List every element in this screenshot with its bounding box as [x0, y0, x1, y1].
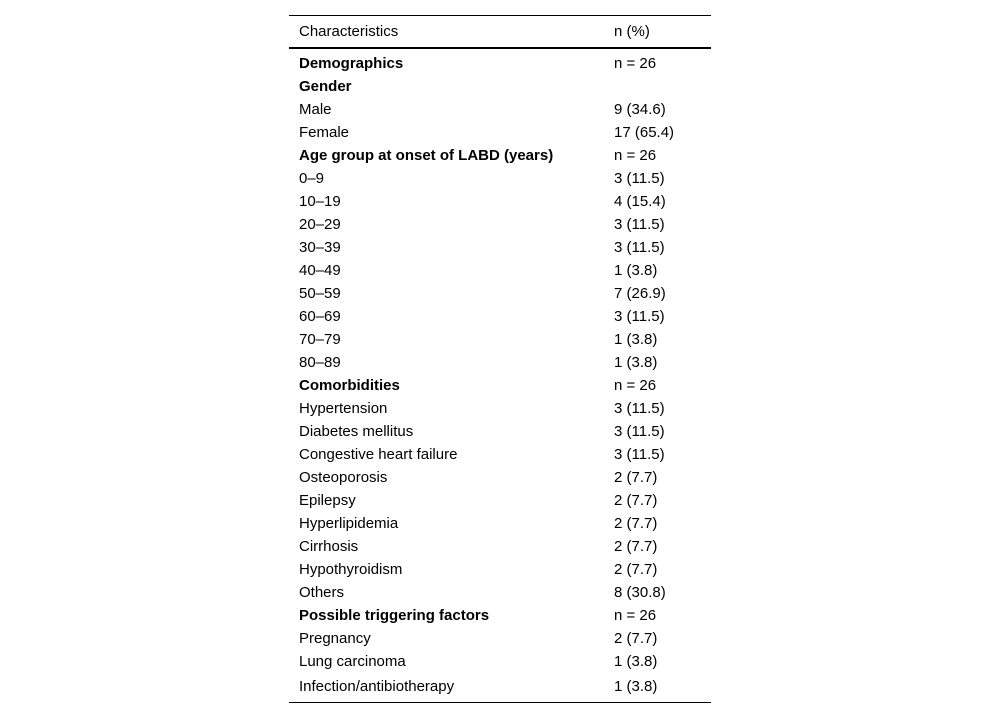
row-label: Hypothyroidism: [299, 561, 403, 578]
table-row: [289, 397, 711, 420]
section-heading: Demographics: [299, 55, 404, 72]
row-label: 70–79: [299, 331, 341, 348]
table-row: [289, 98, 711, 121]
row-value: n = 26: [614, 377, 657, 394]
table-row: [289, 190, 711, 213]
row-label: Osteoporosis: [299, 469, 388, 486]
row-label: Hyperlipidemia: [299, 515, 399, 532]
section-row: [289, 48, 711, 75]
section-row: [289, 75, 711, 98]
table-row: [289, 673, 711, 703]
row-label: 10–19: [299, 193, 341, 210]
row-label: Others: [299, 584, 345, 601]
row-value: n = 26: [614, 55, 657, 72]
section-heading: Comorbidities: [299, 377, 400, 394]
table-row: [289, 213, 711, 236]
row-label: Infection/antibiotherapy: [299, 677, 455, 695]
row-value: 1 (3.8): [614, 262, 658, 279]
table-row: [289, 489, 711, 512]
row-value: 1 (3.8): [614, 331, 658, 348]
characteristics-table: [289, 15, 711, 703]
row-label: Congestive heart failure: [299, 446, 458, 463]
row-value: 3 (11.5): [614, 446, 665, 463]
row-value: n = 26: [614, 147, 657, 164]
section-row: [289, 374, 711, 397]
row-label: 40–49: [299, 262, 341, 279]
table-row: [289, 627, 711, 650]
row-label: Female: [299, 124, 350, 141]
row-label: 80–89: [299, 354, 341, 371]
row-value: 4 (15.4): [614, 193, 666, 210]
row-label: Lung carcinoma: [299, 653, 406, 670]
row-value: 3 (11.5): [614, 423, 665, 440]
row-value: 2 (7.7): [614, 515, 658, 532]
row-label: Cirrhosis: [299, 538, 359, 555]
header-row: [289, 16, 711, 49]
table-row: [289, 121, 711, 144]
row-value: 3 (11.5): [614, 308, 665, 325]
row-value: 2 (7.7): [614, 469, 658, 486]
row-value: 17 (65.4): [614, 124, 675, 141]
row-value: 3 (11.5): [614, 170, 665, 187]
row-label: Male: [299, 101, 332, 118]
table-row: [289, 328, 711, 351]
table-row: [289, 420, 711, 443]
row-value: 2 (7.7): [614, 492, 658, 509]
row-value: 8 (30.8): [614, 584, 666, 601]
row-label: Hypertension: [299, 400, 388, 417]
section-heading: Age group at onset of LABD (years): [299, 147, 554, 164]
row-value: 2 (7.7): [614, 561, 658, 578]
table-row: [289, 259, 711, 282]
table-row: [289, 535, 711, 558]
characteristics-table-container: [289, 15, 711, 703]
section-row: [289, 604, 711, 627]
row-value: [604, 75, 711, 98]
row-label: 50–59: [299, 285, 341, 302]
row-value: 1 (3.8): [614, 653, 658, 670]
section-heading: Gender: [299, 78, 352, 95]
table-body: [289, 48, 711, 703]
row-value: 2 (7.7): [614, 538, 658, 555]
section-heading: Possible triggering factors: [299, 607, 490, 624]
table-row: [289, 443, 711, 466]
section-row: [289, 144, 711, 167]
row-value: 3 (11.5): [614, 216, 665, 233]
table-row: [289, 167, 711, 190]
row-value: 3 (11.5): [614, 239, 665, 256]
row-label: Pregnancy: [299, 630, 371, 647]
row-label: 30–39: [299, 239, 341, 256]
row-value: 9 (34.6): [614, 101, 666, 118]
row-value: 2 (7.7): [614, 630, 658, 647]
table-row: [289, 351, 711, 374]
row-value: 7 (26.9): [614, 285, 666, 302]
header-n-percent: n (%): [614, 23, 650, 40]
row-label: 20–29: [299, 216, 341, 233]
row-value: 1 (3.8): [614, 354, 658, 371]
table-row: [289, 558, 711, 581]
table-row: [289, 512, 711, 535]
table-row: [289, 236, 711, 259]
row-value: 1 (3.8): [614, 677, 658, 695]
row-label: 0–9: [299, 170, 325, 187]
table-row: [289, 305, 711, 328]
table-row: [289, 650, 711, 673]
row-value: 3 (11.5): [614, 400, 665, 417]
table-row: [289, 466, 711, 489]
row-label: 60–69: [299, 308, 341, 325]
table-header: [289, 16, 711, 49]
row-label: Epilepsy: [299, 492, 356, 509]
row-value: n = 26: [614, 607, 657, 624]
table-row: [289, 282, 711, 305]
row-label: Diabetes mellitus: [299, 423, 414, 440]
table-row: [289, 581, 711, 604]
header-characteristics: Characteristics: [299, 23, 399, 40]
